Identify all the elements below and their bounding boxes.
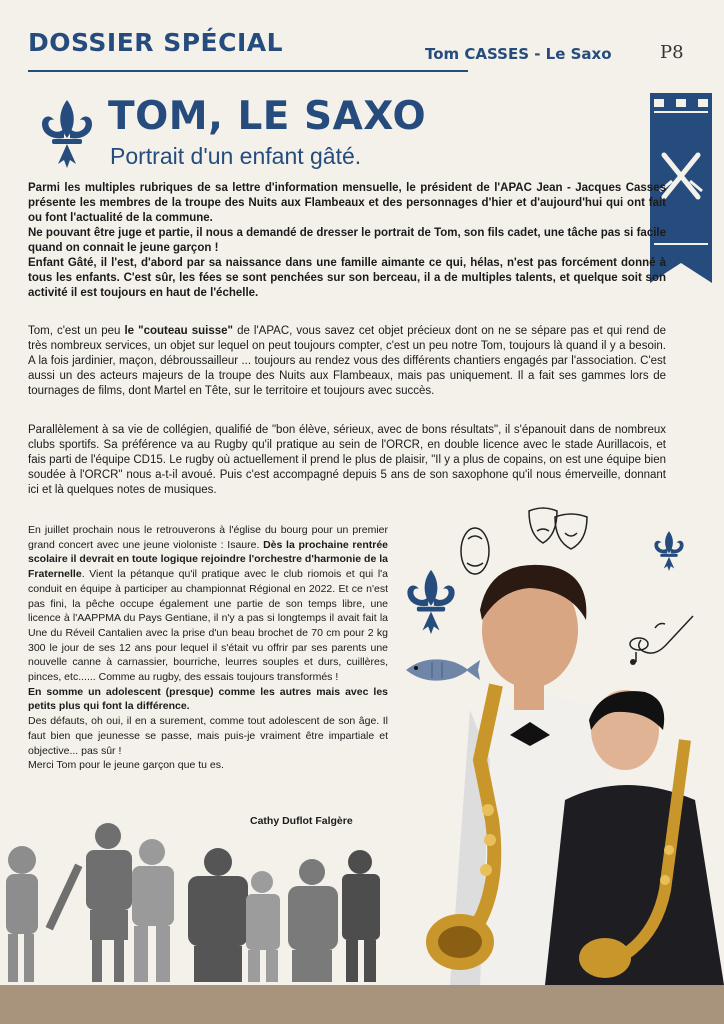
group-photo-collage: [0, 822, 420, 985]
fleur-de-lis-small-icon: [652, 530, 686, 572]
paragraph-7: Merci Tom pour le jeune garçon que tu es.: [28, 759, 224, 772]
young-saxophonist-photo: [545, 690, 724, 985]
article-header: Tom CASSES - Le Saxo: [425, 45, 612, 63]
article-subtitle: Portrait d'un enfant gâté.: [110, 143, 362, 169]
page-number: P8: [660, 42, 684, 63]
intro-paragraph-1: Parmi les multiples rubriques de sa lettre d'information mensuelle, le président de l'APAC Jean - Jacques Casses présente les membres de la troupe des Nuits aux Flambeaux et des personnages d'hier et d'aujourd'hui qui ont fait ou font l'actualité de la commune.: [28, 182, 666, 224]
section-title: DOSSIER SPÉCIAL: [28, 28, 284, 57]
p4-end: . Vient la pétanque qu'il pratique avec le club riomois et qui l'a conduit en équipe à participer au championnat Régional en 2022. Et ce n'est pas fini, la pêche occupe également une partie de son temps libre, une licence à l'AAPPMA du Pays Gentiane, il n'y a pas si longtemps il avait fait la Une du Réveil Cantalien avec la prise d'un beau brochet de 70 cm pour 2 kg 300 le jour de ses 12 ans pour lequel il s'était vu offrir par ses parents une nouvelle canne à carnassier, bourriche, leurres souples et durs, cuillères, pinces, etc...... Comme au rugby, des essais toujours transformés !: [28, 568, 388, 684]
intro-paragraph-2: Ne pouvant être juge et partie, il nous a demandé de dresser le portrait de Tom, son fils cadet, une tâche pas si facile quand on connait le jeune garçon !: [28, 227, 666, 254]
intro-paragraph-3: Enfant Gâté, il l'est, d'abord par sa naissance dans une famille aimante ce qui, hélas, n'est pas forcément donné à tous les enfants. C'est sûr, les fées se sont penchées sur son berceau, il a de multiples talents, et quelque soit son activité il est toujours en haut de l'échelle.: [28, 257, 666, 299]
p2-highlight: le "couteau suisse": [124, 325, 233, 337]
footer-bar: [0, 985, 724, 1024]
fleur-de-lis-icon: [38, 98, 96, 170]
paragraph-6: Des défauts, oh oui, il en a surement, comme tout adolescent de son âge. Il faut bien que jeunesse se passe, mais puis-je vraiment être impartiale et objective... pas sûr !: [28, 715, 388, 757]
p2-start: Tom, c'est un peu: [28, 325, 125, 337]
paragraph-5: En somme un adolescent (presque) comme les autres mais avec les petits plus qui font la différence.: [28, 685, 388, 713]
intro-text: [28, 181, 666, 301]
author: Cathy Duflot Falgère: [250, 815, 353, 827]
paragraph-3: Parallèlement à sa vie de collégien, qualifié de "bon élève, sérieux, avec de bons résultats", il s'épanouit dans de nombreux clubs sportifs. Sa préférence va au Rugby qu'il pratique au sein de l'ORCR, en double licence avec le stade Aurillacois, et fais parti de l'équipe CD15. Le rugby où actuellement il prend le plus de plaisir, "Il y a plus de copains, on est une équipe bien soudée à l'ORCR" nous a-t-il avoué. Puis c'est accompagné depuis 5 ans de son saxophone qu'il nous émerveille, donnant ici et là quelques notes de musiques.: [28, 424, 666, 496]
p2-end: de l'APAC, vous savez cet objet précieux dont on ne se sépare pas et qui rend de très nombreux services, un objet sur lequel on peut toujours compter, c'est un peu notre Tom, toujours là quand il y a besoin. A la fois jardinier, maçon, débroussailleur ... toujours au rendez vous des différents chantiers engagés par l'association. C'est aussi un des acteurs majeurs de la troupe des Nuits aux Flambeaux, mais pas uniquement. Il a fait ses gammes lors de tournages de films, dont Martel en Tête, sur le territoire et toujours avec succès.: [28, 325, 667, 397]
p4-start: En juillet prochain nous le retrouverons à l'église du bourg pour un premier grand concert avec une jeune violoniste : Isaure.: [28, 524, 388, 551]
article-title: TOM, LE SAXO: [108, 94, 427, 139]
left-column: [28, 523, 388, 773]
paragraph-2: [28, 324, 666, 399]
p4-highlight: Dès la prochaine rentrée scolaire il devrait en toute logique rejoindre l'orchestre d'harmonie de la Fraternelle: [28, 538, 388, 581]
header-divider: [28, 70, 468, 72]
theatre-masks-icon: [525, 505, 591, 551]
